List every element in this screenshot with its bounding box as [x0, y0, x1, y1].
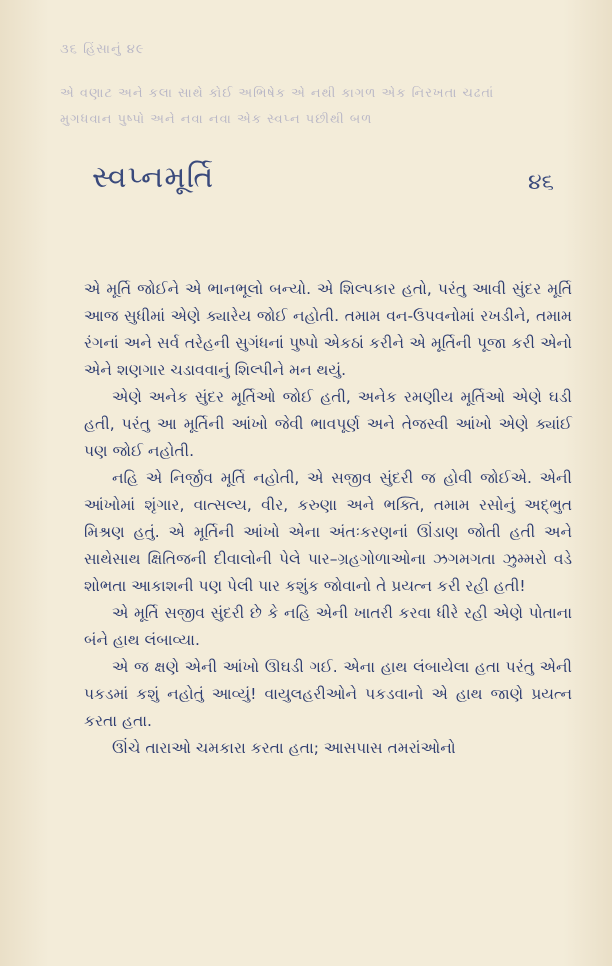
paragraph: એ જ ક્ષણે એની આંખો ઊઘડી ગઈ. એના હાથ લંબાયેલા હતા પરંતુ એની પકડમાં કશું નહોતું આવ્યું! વાયુલહરીઓને પકડવાનો એ હાથ જાણે પ્રયત્ન કરતા હતા. [84, 658, 572, 730]
chapter-title: સ્વપ્નમૂર્તિ [92, 160, 215, 195]
paragraph: એણે અનેક સુંદર મૂર્તિઓ જોઈ હતી, અનેક રમણીય મૂર્તિઓ એણે ઘડી હતી, પરંતુ આ મૂર્તિની આંખો જેવી ભાવપૂર્ણ અને તેજસ્વી આંખો એણે ક્યાંઈ પણ જોઈ નહોતી. [84, 388, 572, 460]
body-text [84, 276, 572, 762]
bleed-through-text: ૩૬ હિંસાનું ૪૯ [60, 42, 145, 57]
paragraph: નહિ એ નિર્જીવ મૂર્તિ નહોતી, એ સજીવ સુંદરી જ હોવી જોઈએ. એની આંખોમાં શૃંગાર, વાત્સલ્ય, વીર, કરુણા અને ભક્તિ, તમામ રસોનું અદ્‌ભુત મિશ્રણ હતું. એ મૂર્તિની આંખો એના અંતઃકરણનાં ઊંડાણ જોતી હતી અને સાથેસાથ ક્ષિતિજની દીવાલોની પેલે પાર–ગ્રહગોળાઓના ઝગમગતા ઝુમ્મરો વડે શોભતા આકાશની પણ પેલી પાર કશુંક જોવાનો તે પ્રયત્ન કરી રહી હતી! [84, 469, 572, 595]
paragraph: એ મૂર્તિ સજીવ સુંદરી છે કે નહિ એની ખાતરી કરવા ધીરે રહી એણે પોતાના બંને હાથ લંબાવ્યા. [84, 604, 572, 649]
page-number: ૪૬ [528, 170, 554, 195]
paragraph: ઊંચે તારાઓ ચમકારા કરતા હતા; આસપાસ તમરાંઓનો [112, 739, 456, 757]
bleed-through-text: મુગધવાન પુષ્પો અને નવા નવા એક સ્વપ્ન પછીથી બળ [60, 112, 373, 127]
paragraph: એ મૂર્તિ જોઈને એ ભાનભૂલો બન્યો. એ શિલ્પકાર હતો, પરંતુ આવી સુંદર મૂર્તિ આજ સુધીમાં એણે ક્યારેય જોઈ નહોતી. તમામ વન-ઉપવનોમાં રખડીને, તમામ રંગનાં અને સર્વ તરેહની સુગંધનાં પુષ્પો એકઠાં કરીને એ મૂર્તિની પૂજા કરી એનો એને શણગાર ચડાવવાનું શિલ્પીને મન થયું. [84, 280, 572, 379]
bleed-through-text: એ વણાટ અને કલા સાથે કોઈ અભિષેક એ નથી કાગળ એક નિરખતા ચઢતાં [60, 86, 495, 101]
